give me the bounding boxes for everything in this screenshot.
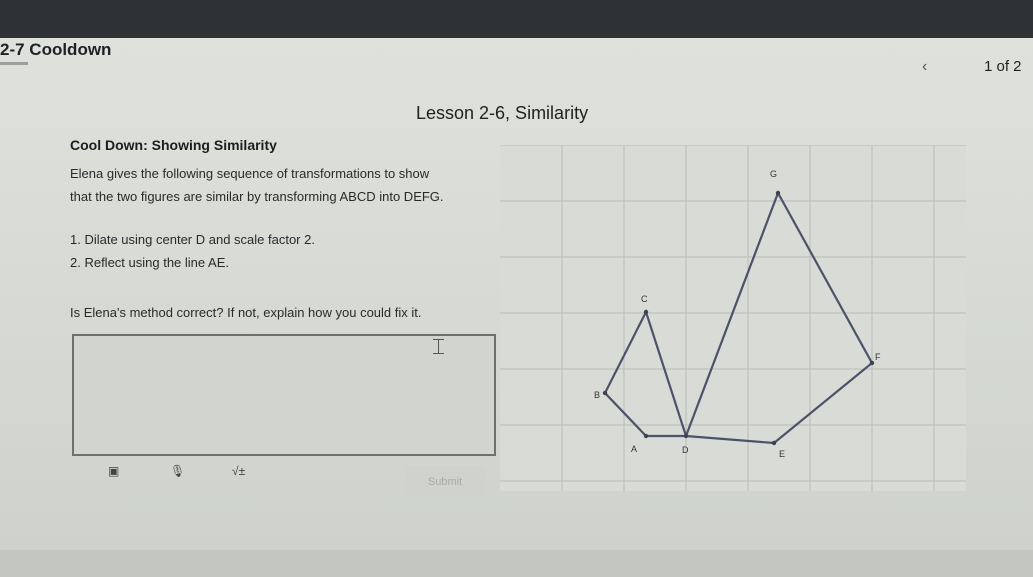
label-d: D <box>682 445 689 455</box>
square-root-icon[interactable]: √± <box>232 464 246 478</box>
page-indicator: 1 of 2 <box>984 58 1022 75</box>
lesson-title: Lesson 2-6, Similarity <box>416 103 589 123</box>
window-title: 2-7 Cooldown <box>0 40 112 59</box>
intro-line-2: that the two figures are similar by transforming ABCD into DEFG. <box>70 189 444 204</box>
intro-line-1: Elena gives the following sequence of transformations to show <box>70 166 430 181</box>
label-b: B <box>594 390 601 400</box>
image-icon[interactable]: ▣ <box>108 464 120 478</box>
quadrilateral-abcd <box>605 312 686 436</box>
microphone-icon[interactable]: 🎙 <box>170 464 186 478</box>
title-underline <box>0 62 28 65</box>
label-e: E <box>779 449 786 459</box>
cooldown-title: Cool Down: Showing Similarity <box>70 137 277 153</box>
chevron-left-icon[interactable]: ‹ <box>922 58 928 75</box>
step-2: 2. Reflect using the line AE. <box>70 255 229 270</box>
bottom-strip <box>0 550 1033 577</box>
text-caret <box>438 340 439 353</box>
top-bar <box>0 0 1033 38</box>
geometry-figure <box>500 145 966 491</box>
label-f: F <box>875 352 881 362</box>
question-text: Is Elena's method correct? If not, explain how you could fix it. <box>70 305 422 320</box>
step-1: 1. Dilate using center D and scale factor 2. <box>70 232 315 247</box>
label-g: G <box>770 169 778 179</box>
submit-button[interactable]: Submit <box>405 466 485 498</box>
text-caret-bottom <box>433 353 444 354</box>
quadrilateral-defg <box>686 193 872 443</box>
label-a: A <box>631 444 638 454</box>
label-c: C <box>641 294 648 304</box>
